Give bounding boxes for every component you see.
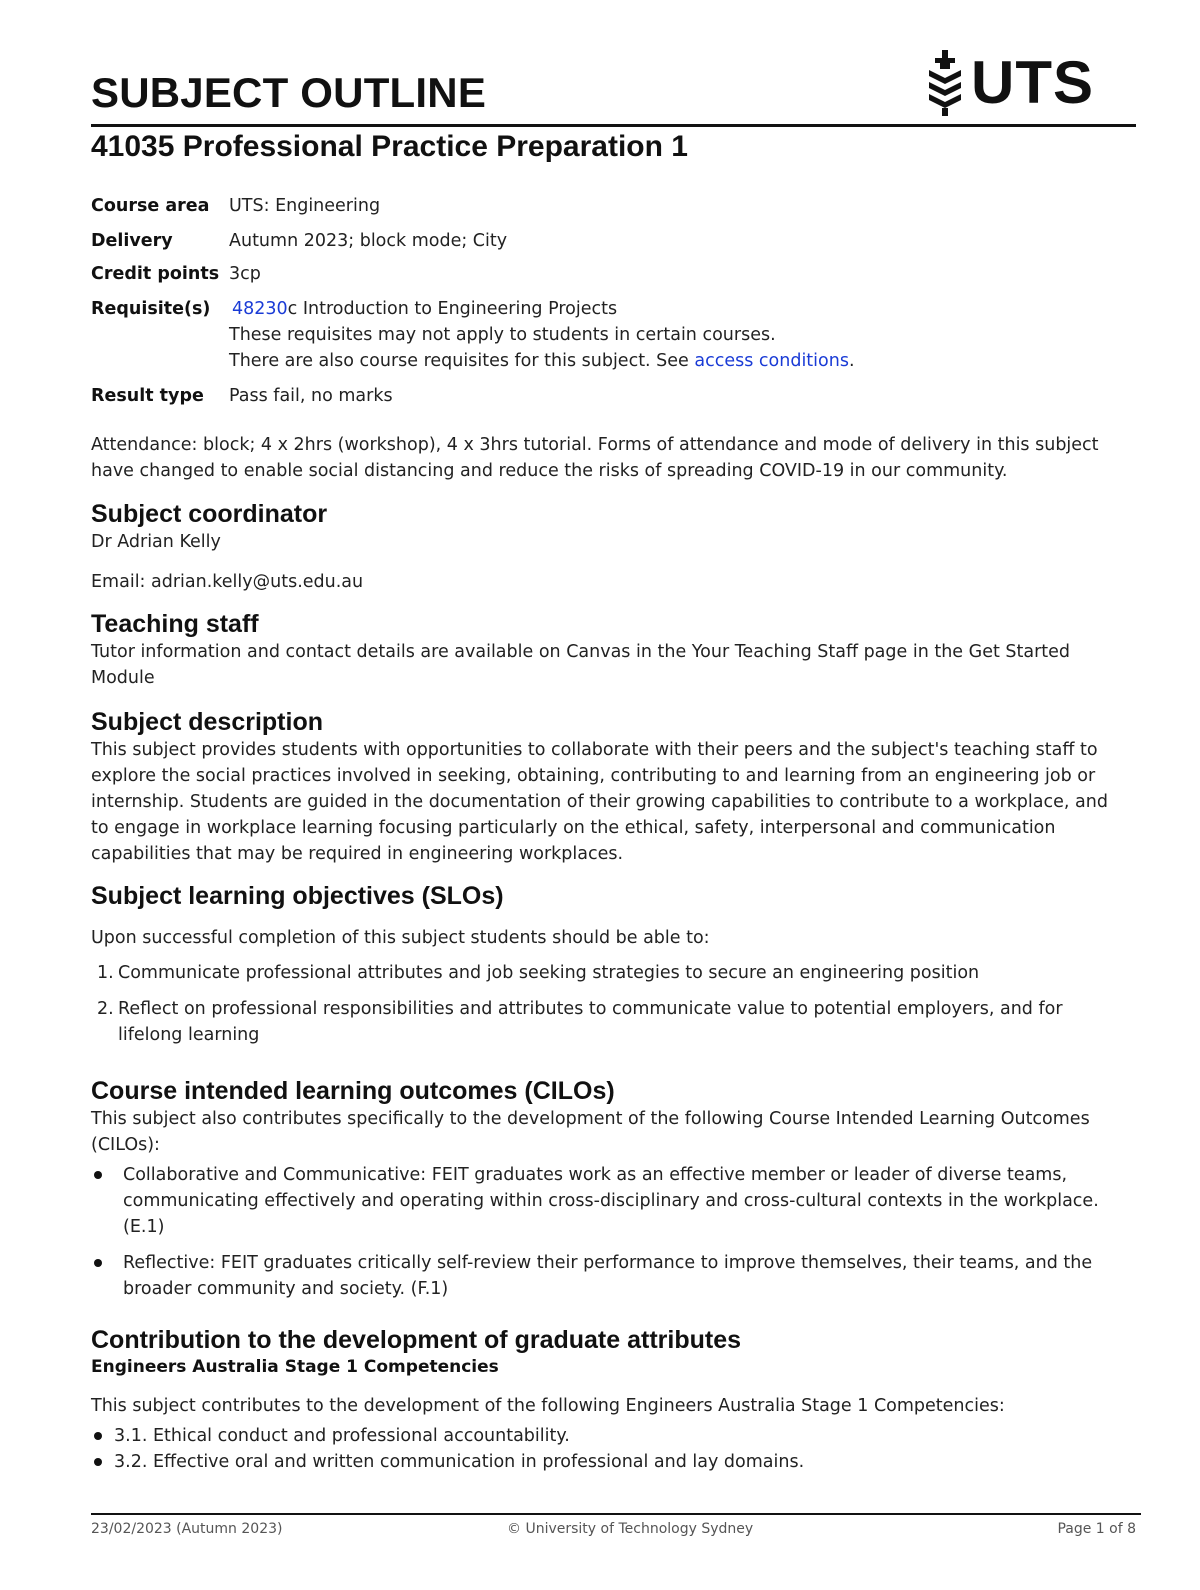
info-row-delivery xyxy=(91,228,1136,254)
competency-text: 3.1. Ethical conduct and professional accountability. xyxy=(114,1426,570,1446)
coordinator-heading: Subject coordinator xyxy=(91,500,328,528)
description-heading: Subject description xyxy=(91,708,323,736)
slo-list xyxy=(91,960,1131,1048)
requisite-access-note xyxy=(229,348,855,374)
graduate-attributes-section xyxy=(91,1325,1131,1475)
info-value: Autumn 2023; block mode; City xyxy=(229,231,508,251)
bullet-icon xyxy=(91,1162,123,1240)
info-label: Course area xyxy=(91,196,210,216)
requisite-access-text: There are also course requisites for this subject. See xyxy=(229,351,695,371)
footer-page-number: Page 1 of 8 xyxy=(1057,1521,1136,1537)
uts-logo xyxy=(925,50,1094,116)
info-row-result-type xyxy=(91,383,1136,409)
cilo-list xyxy=(91,1162,1131,1302)
info-value: Pass fail, no marks xyxy=(229,386,393,406)
info-label: Requisite(s) xyxy=(91,299,211,319)
requisite-line xyxy=(229,296,855,322)
teaching-heading: Teaching staff xyxy=(91,610,259,638)
competency-item xyxy=(91,1423,1131,1449)
info-value xyxy=(229,296,855,374)
slo-heading: Subject learning objectives (SLOs) xyxy=(91,882,504,910)
info-value: 3cp xyxy=(229,264,261,284)
logo-wordmark: UTS xyxy=(971,49,1094,116)
footer-copyright: © University of Technology Sydney xyxy=(507,1521,754,1537)
access-conditions-link[interactable]: access conditions xyxy=(694,351,849,371)
info-label: Delivery xyxy=(91,231,173,251)
requisite-access-end: . xyxy=(848,351,855,371)
slo-item xyxy=(91,996,1131,1048)
competency-text: 3.2. Effective oral and written communication in professional and lay domains. xyxy=(114,1452,805,1472)
teaching-text: Tutor information and contact details are available on Canvas in the Your Teaching Staff page in the Get Started Module xyxy=(91,642,1071,688)
slo-section xyxy=(91,881,1131,1058)
subject-title: 41035 Professional Practice Preparation 1 xyxy=(91,130,688,163)
info-value: UTS: Engineering xyxy=(229,196,381,216)
header-divider xyxy=(91,124,1136,127)
slo-text: Reflect on professional responsibilities and attributes to communicate value to potential employers, and for lifelong learning xyxy=(118,999,1063,1045)
requisite-link[interactable]: 48230 xyxy=(232,299,288,319)
info-row-credit-points xyxy=(91,261,1136,287)
page-header xyxy=(91,49,1136,128)
graduate-subheading: Engineers Australia Stage 1 Competencies xyxy=(91,1357,499,1377)
cilo-intro: This subject also contributes specifically to the development of the following Course Intended Learning Outcomes (CILOs): xyxy=(91,1109,1090,1155)
cilo-heading: Course intended learning outcomes (CILOs) xyxy=(91,1077,615,1105)
uts-crest-icon xyxy=(925,50,965,116)
bullet-icon xyxy=(91,1449,114,1475)
requisite-note: These requisites may not apply to students in certain courses. xyxy=(229,325,776,345)
graduate-intro: This subject contributes to the development of the following Engineers Australia Stage 1 Competencies: xyxy=(91,1396,1005,1416)
teaching-section xyxy=(91,609,1131,691)
info-row-requisites xyxy=(91,296,1136,374)
graduate-heading: Contribution to the development of graduate attributes xyxy=(91,1326,741,1354)
cilo-text: Reflective: FEIT graduates critically self-review their performance to improve themselves, their teams, and the broader community and society. (F.1) xyxy=(123,1253,1093,1299)
slo-number: 2. xyxy=(97,999,114,1019)
slo-intro: Upon successful completion of this subject students should be able to: xyxy=(91,928,710,948)
bullet-icon xyxy=(91,1250,123,1302)
competency-list xyxy=(91,1423,1131,1475)
competency-item xyxy=(91,1449,1131,1475)
cilo-item xyxy=(91,1162,1131,1240)
requisite-name: c Introduction to Engineering Projects xyxy=(287,299,618,319)
slo-text: Communicate professional attributes and job seeking strategies to secure an engineering position xyxy=(118,963,980,983)
info-row-course-area xyxy=(91,193,1136,219)
slo-item xyxy=(91,960,1131,986)
footer-date: 23/02/2023 (Autumn 2023) xyxy=(91,1521,283,1537)
coordinator-name: Dr Adrian Kelly xyxy=(91,532,221,552)
coordinator-email: Email: adrian.kelly@uts.edu.au xyxy=(91,572,364,592)
coordinator-section xyxy=(91,499,1131,595)
bullet-icon xyxy=(91,1423,114,1449)
description-text: This subject provides students with opportunities to collaborate with their peers and the subject's teaching staff to explore the social practices involved in seeking, obtaining, contributing to and learning from an engineering job or internship. Students are guided in the documentation of their growing capabilities to contribute to a workplace, and to engage in workplace learning focusing particularly on the ethical, safety, interpersonal and communication capabilities that may be required in engineering workplaces. xyxy=(91,740,1108,864)
slo-number: 1. xyxy=(97,963,114,983)
subject-info xyxy=(91,193,1136,418)
cilo-item xyxy=(91,1250,1131,1302)
cilo-text: Collaborative and Communicative: FEIT graduates work as an effective member or leader of diverse teams, communicating effectively and operating within cross-disciplinary and cross-cultural contexts in the workplace. (E.1) xyxy=(123,1165,1099,1237)
attendance-text: Attendance: block; 4 x 2hrs (workshop), 4 x 3hrs tutorial. Forms of attendance and mode of delivery in this subject have changed to enable social distancing and reduce the risks of spreading COVID-19 in our community. xyxy=(91,435,1099,481)
description-section xyxy=(91,707,1131,867)
cilo-section xyxy=(91,1076,1131,1302)
footer-divider xyxy=(91,1513,1141,1515)
document-title: SUBJECT OUTLINE xyxy=(91,69,487,116)
info-label: Credit points xyxy=(91,264,220,284)
info-label: Result type xyxy=(91,386,204,406)
